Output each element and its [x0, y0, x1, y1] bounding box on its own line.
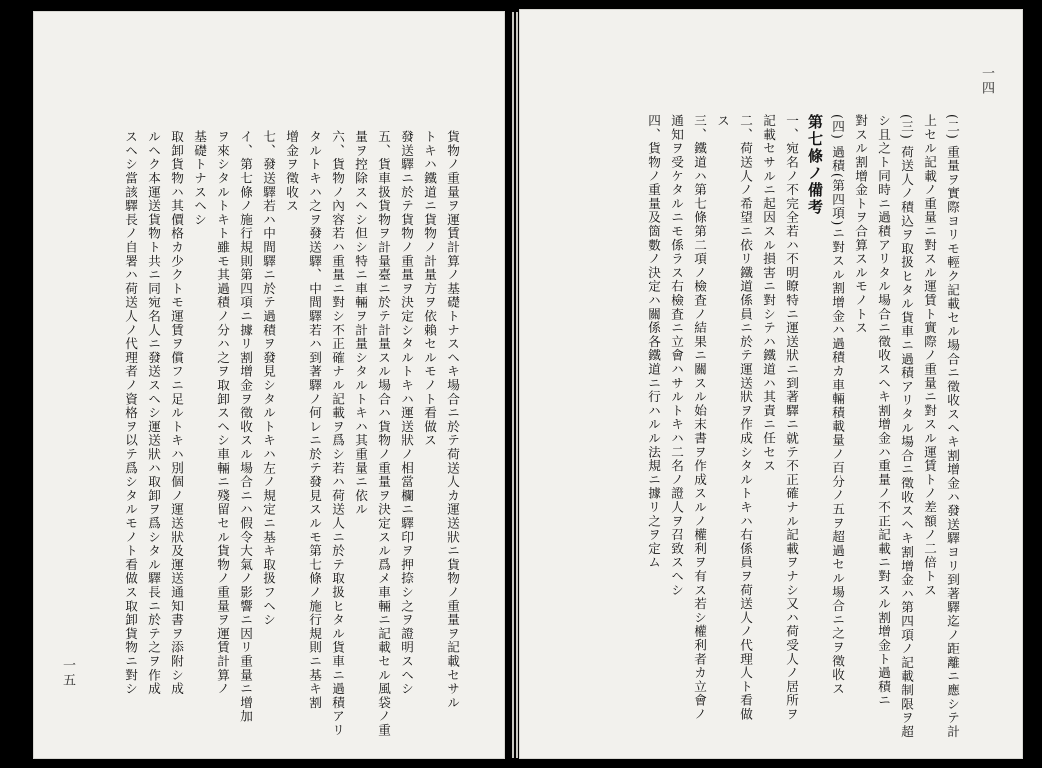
right-page	[520, 10, 1022, 758]
text-line: (四) 過積(第四項)ニ對スル割增金ハ過積カ車輛積載量ノ百分ノ五ヲ超過セル場合ニ之ヲ徵收ス	[830, 114, 845, 696]
text-line: シ且之ト同時ニ過積アリタル場合ニ徵收スヘキ割增金ハ重量ノ不正記載ニ對スル割增金ト過積ニ	[876, 114, 891, 708]
text-line: イ、第七條ノ施行規則第四項ニ據リ割增金ヲ徵收スル場合ニハ假令大氣ノ影響ニ因リ重量ニ增加	[238, 130, 253, 724]
text-line: 通知ヲ受ケタルニモ係ラス右檢査ニ立會ハサルトキハ二名ノ證人ヲ召致スヘシ	[669, 114, 684, 597]
text-line: 基礎トナスヘシ	[192, 130, 207, 227]
text-line: 發送驛ニ於テ貨物ノ重量ヲ決定シタルトキハ運送狀ノ相當欄ニ驛印ヲ押捺シ之ヲ證明スヘシ	[399, 130, 414, 696]
text-line: 上セル記載ノ重量ニ對スル運賃ト實際ノ重量ニ對スル運賃トノ差額ノ二倍トス	[922, 114, 937, 597]
left-page-text	[119, 130, 464, 737]
page-number: 一五	[60, 658, 75, 688]
text-line: トキハ鐵道ニ貨物ノ計量方ヲ依賴セルモノト看做ス	[422, 130, 437, 448]
right-page-text	[642, 114, 964, 739]
text-line: (二) 重量ヲ實際ヨリモ輕ク記載セル場合ニ徵收スヘキ割增金ハ發送驛ヨリ到著驛迄ノ距離ニ應シテ計	[945, 114, 960, 739]
text-line: ヲ來シタルトキト雖モ其過積ノ分ハ之ヲ取卸スヘシ車輛ニ殘留セル貨物ノ重量ヲ運賃計算ノ	[215, 130, 230, 696]
text-line: 二、荷送人ノ希望ニ依リ鐵道係員ニ於テ運送狀ヲ作成シタルトキハ右係員ヲ荷送人ノ代理人ト看做	[738, 114, 753, 722]
text-line: 增金ヲ徵收ス	[284, 130, 299, 213]
text-line: タルトキハ之ヲ發送驛、中間驛若ハ到著驛ノ何レニ於テ發見スルモ第七條ノ施行規則ニ基キ割	[307, 130, 322, 710]
text-line: 一、宛名ノ不完全若ハ不明瞭特ニ運送狀ニ到著驛ニ就テ不正確ナル記載ヲナシ又ハ荷受人ノ居所ヲ	[784, 114, 799, 722]
text-line: 四、貨物ノ重量及箇數ノ決定ハ關係各鐵道ニ行ハルル法規ニ據リ之ヲ定ム	[646, 114, 661, 570]
text-line: 七、發送驛若ハ中間驛ニ於テ過積ヲ發見シタルトキハ左ノ規定ニ基キ取扱フヘシ	[261, 130, 276, 627]
text-line: 記載セサルニ起因スル損害ニ對シテハ鐵道ハ其責ニ任セス	[761, 114, 776, 473]
text-line: (三) 荷送人ノ積込ヲ取扱ヒタル貨車ニ過積アリタル場合ニ徵收スヘキ割增金ハ第四項ノ記載制限ヲ超	[899, 114, 914, 739]
page-edge	[516, 12, 518, 758]
text-line: ス	[715, 114, 730, 128]
page-number: 一四	[979, 66, 994, 96]
text-line: 五、貨車扱貨物ヲ計量臺ニ於テ計量スル場合ハ貨物ノ重量ヲ決定スル爲メ車輛ニ記載セル風袋ノ重	[376, 130, 391, 738]
text-line: 貨物ノ重量ヲ運賃計算ノ基礎トナスヘキ場合ニ於テ荷送人カ運送狀ニ貨物ノ重量ヲ記載セサル	[445, 130, 460, 710]
text-line: スヘシ當該驛長ノ自署ハ荷送人ノ代理者ノ資格ヲ以テ爲シタルモノト看做ス取卸貨物ニ對シ	[123, 130, 138, 696]
text-line: 六、貨物ノ內容若ハ重量ニ對シ不正確ナル記載ヲ爲シ若ハ荷送人ニ於テ取扱ヒタル貨車ニ過積アリ	[330, 130, 345, 738]
page-edge	[512, 12, 514, 758]
text-line: 取卸貨物ハ其價格カ少クトモ運賃ヲ償フニ足ルトキハ別個ノ運送狀及運送通知書ヲ添附シ成	[169, 130, 184, 696]
text-line: 對スル割增金トヲ合算スルモノトス	[853, 114, 868, 335]
text-line: ルヘク本運送貨物ト共ニ同宛名人ニ發送スヘシ運送狀ハ取卸ヲ爲シタル驛長ニ於テ之ヲ作成	[146, 130, 161, 696]
text-line: 量ヲ控除スヘシ但シ特ニ車輛ヲ計量シタルトキハ其重量ニ依ル	[353, 130, 368, 517]
text-line: 三、鐵道ハ第七條第二項ノ檢査ノ結果ニ關スル始末書ヲ作成スルノ權利ヲ有ス若シ權利者カ立會ノ	[692, 114, 707, 722]
section-heading: 第七條ノ備考	[806, 114, 824, 216]
left-page	[34, 12, 504, 758]
